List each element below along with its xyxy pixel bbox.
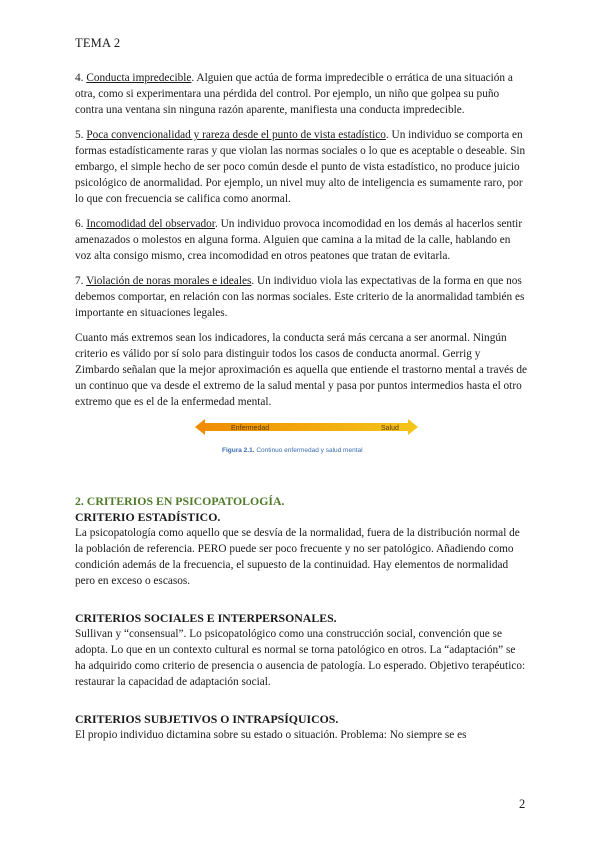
item-term: Poca convencionalidad y rareza desde el punto de vista estadístico — [86, 129, 386, 141]
criterion-title: CRITERIOS SOCIALES E INTERPERSONALES. — [75, 611, 337, 625]
item-number: 6. — [75, 218, 84, 230]
document-body — [75, 70, 527, 752]
item-term: Conducta impredecible — [86, 72, 192, 84]
criterion-text: El propio individuo dictamina sobre su estado o situación. Problema: No siempre se es — [75, 729, 467, 741]
item-term: Incomodidad del observador — [86, 218, 215, 230]
list-item-6 — [75, 216, 527, 264]
item-text: . Alguien que actúa de forma impredecible o errática de una situación a otra, como si experimentara una pérdida del control. Por ejemplo, un niño que golpea su puño contra una ventana sin ninguna razón aparente, manifiesta una conducta impredecible. — [75, 72, 513, 116]
caption-number: Figura 2.1. — [222, 447, 255, 454]
page-header: TEMA 2 — [75, 36, 121, 50]
figure-caption — [222, 443, 363, 459]
criterion-title: CRITERIOS SUBJETIVOS O INTRAPSÍQUICOS. — [75, 712, 339, 726]
item-number: 4. — [75, 72, 84, 84]
figure-right-label: Salud — [381, 425, 399, 432]
criterion-text: La psicopatología como aquello que se desvía de la normalidad, fuera de la distribución normal de la población de referencia. PERO puede ser poco frecuente y no ser patológico. Añadiendo como condición además de la frecuencia, el supuesto de la continuidad. Hay elementos de normalidad pero en exceso o escasos. — [75, 527, 520, 587]
item-number: 5. — [75, 129, 84, 141]
list-item-4 — [75, 70, 527, 118]
page-number: 2 — [519, 797, 526, 811]
closing-paragraph: Cuanto más extremos sean los indicadores, la conducta será más cercana a ser anormal. Ningún criterio es válido por sí solo para distinguir todos los casos de conducta anormal. Gerrig y Zimbardo señalan que la mejor aproximación es aquella que entiende el trastorno mental a través de un continuo que va desde el extremo de la salud mental y pasa por puntos intermedios hasta el otro extremo que es el de la enfermedad mental. — [75, 332, 528, 408]
criterion-title: CRITERIO ESTADÍSTICO. — [75, 510, 221, 524]
list-item-7 — [75, 273, 527, 321]
criterion-text: Sullivan y “consensual”. Lo psicopatológico como una construcción social, convención que se adopta. Lo que en un contexto cultural es normal se torna patológico en otros. La “adaptación” se ha adquirido como criterio de presencia o ausencia de patología. Lo esperado. Objetivo terapéutico: restaurar la capacidad de adaptación social. — [75, 628, 526, 688]
item-text: . Un individuo viola las expectativas de la forma en que nos debemos comportar, en relación con las normas sociales. Este criterio de la anormalidad también es importante en situaciones legales. — [75, 275, 525, 319]
list-item-5 — [75, 127, 527, 207]
section-heading: 2. CRITERIOS EN PSICOPATOLOGÍA. — [75, 494, 285, 508]
caption-text: Continuo enfermedad y salud mental — [256, 447, 363, 454]
continuum-figure — [75, 419, 527, 471]
item-number: 7. — [75, 275, 84, 287]
item-text: . Un individuo se comporta en formas estadísticamente raras y que violan las normas sociales o lo que es aceptable o deseable. Sin embargo, el simple hecho de ser poco común desde el punto de vista estadístico, no produce juicio psicológico de anormalidad. Por ejemplo, un nivel muy alto de inteligencia es sumamente raro, por lo que con frecuencia se califica como anormal. — [75, 129, 526, 205]
figure-left-label: Enfermedad — [231, 425, 270, 432]
spacer — [75, 598, 527, 610]
spacer — [75, 699, 527, 711]
item-term: Violación de noras morales e ideales — [86, 275, 252, 287]
item-text: . Un individuo provoca incomodidad en los demás al hacerlos sentir amenazados o molestos en alguna forma. Alguien que camina a la mitad de la calle, hablando en voz alta consigo mismo, crea incomodidad en otros peatones que tratan de evitarla. — [75, 218, 523, 262]
